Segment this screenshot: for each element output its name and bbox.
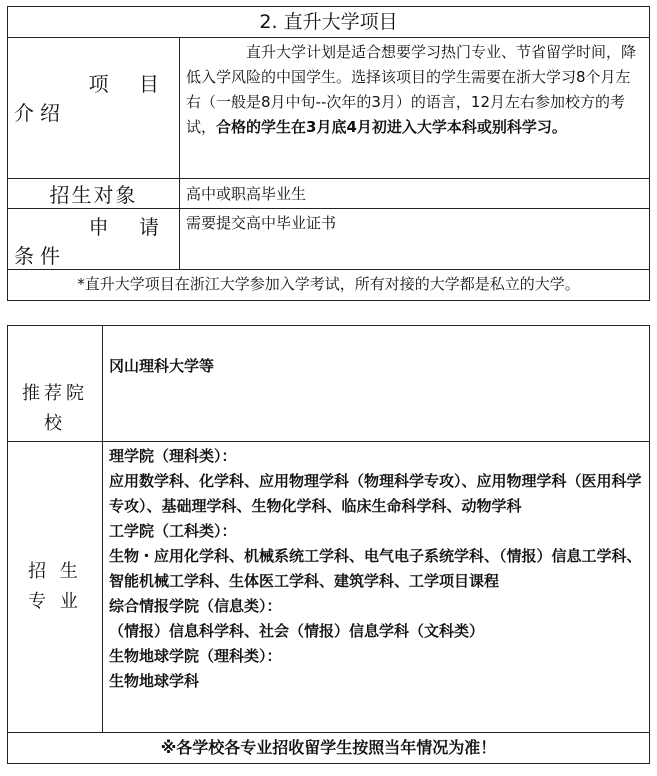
major-group-items: 生物・应用化学科、机械系统工学科、电气电子系统学科、（情报）信息工学科、智能机械工学科、生体医工学科、建筑学科、工学项目课程 — [109, 547, 642, 590]
major-group-items: （情报）信息科学科、社会（情报）信息学科（文科类） — [109, 622, 485, 640]
direct-university-table — [7, 6, 650, 301]
recommended-schools-table — [7, 325, 650, 764]
school-label — [8, 326, 103, 442]
section-title: 2. 直升大学项目 — [8, 7, 650, 38]
target-label: 招生对象 — [8, 179, 180, 209]
intro-text-bold: 合格的学生在3月底4月初进入大学本科或别科学习。 — [216, 118, 567, 136]
major-label-text: 招 生 专 业 — [28, 561, 82, 612]
condition-label — [8, 209, 180, 270]
footer-note: ※各学校各专业招收留学生按照当年情况为准！ — [8, 733, 650, 764]
major-group-title: 综合情报学院（信息类）： — [109, 597, 282, 615]
note-row: *直升大学项目在浙江大学参加入学考试，所有对接的大学都是私立的大学。 — [8, 270, 650, 301]
condition-label-line2: 条件 — [14, 244, 66, 268]
intro-label — [8, 38, 180, 179]
intro-text: 直升大学计划是适合想要学习热门专业、节省留学时间，降低入学风险的中国学生。选择该项目的学生需要在浙大学习8个月左右（一般是8月中旬--次年的3月）的语言，12月左右参加校方的考试， — [186, 43, 637, 136]
target-value: 高中或职高毕业生 — [180, 179, 650, 209]
school-label-text: 推荐院校 — [22, 383, 88, 434]
school-value: 冈山理科大学等 — [103, 326, 650, 442]
major-group-items: 应用数学科、化学科、应用物理学科（物理科学专攻）、应用物理学科（医用科学专攻）、基础理学科、生物化学科、临床生命科学科、动物学科 — [109, 472, 642, 515]
major-group-title: 生物地球学院（理科类）： — [109, 647, 282, 665]
major-list — [103, 442, 650, 733]
major-group-title: 理学院（理科类）： — [109, 447, 237, 465]
major-group-title: 工学院（工科类）： — [109, 522, 237, 540]
condition-label-line1: 申 请 — [88, 215, 171, 239]
major-label — [8, 442, 103, 733]
condition-value: 需要提交高中毕业证书 — [180, 209, 650, 270]
intro-content — [180, 38, 650, 179]
intro-label-line2: 介绍 — [14, 101, 66, 125]
intro-label-line1: 项 目 — [88, 72, 171, 96]
major-group-items: 生物地球学科 — [109, 672, 200, 690]
